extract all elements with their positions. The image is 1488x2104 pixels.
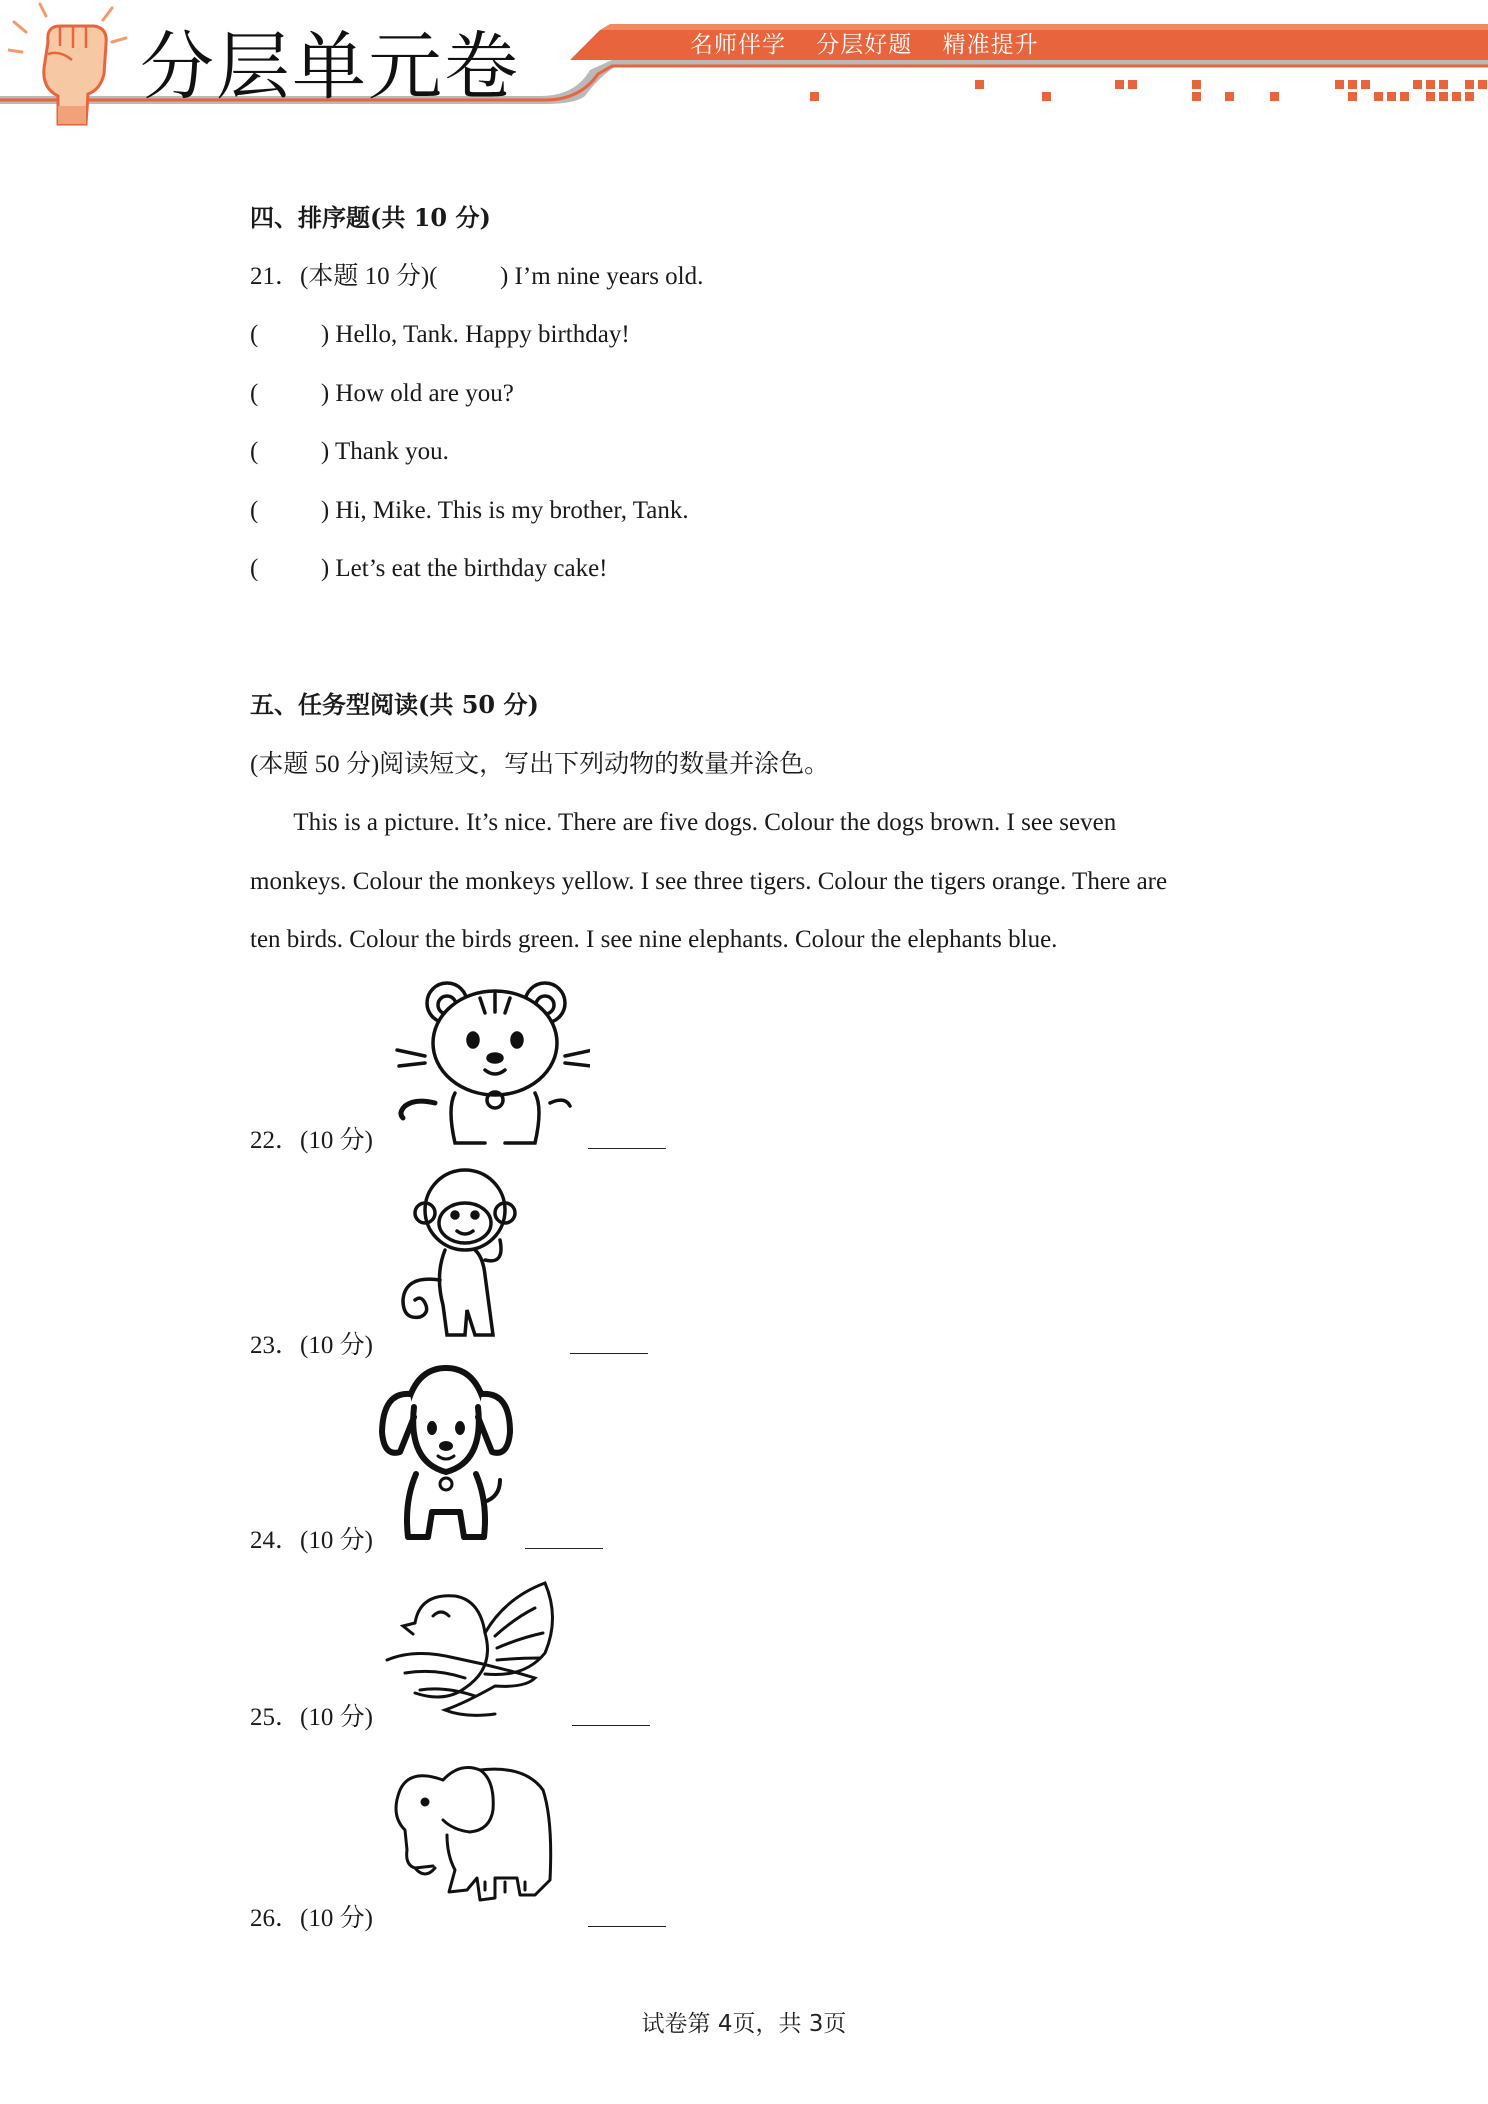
question-label: 26．(10 分) [250, 1905, 373, 1932]
page-footer: 试卷第 4页，共 3页 [641, 2011, 847, 2037]
passage-line: This is a picture. It’s nice. There are five dogs. Colour the dogs brown. I see seven [250, 809, 1117, 836]
monkey-icon [395, 1165, 530, 1345]
passage-line: ten birds. Colour the birds green. I see nine elephants. Colour the elephants blue. [250, 926, 1058, 953]
question-label: 25．(10 分) [250, 1704, 373, 1731]
question-label: 22．(10 分) [250, 1127, 373, 1154]
answer-blank[interactable] [588, 1926, 666, 1927]
answer-blank[interactable] [570, 1353, 648, 1354]
elephant-icon [385, 1760, 560, 1915]
reading-instruction: (本题 50 分)阅读短文，写出下列动物的数量并涂色。 [250, 751, 830, 778]
header-slogan: 名师伴学 分层好题 精准提升 [690, 32, 1039, 58]
order-line: ( ) Hello, Tank. Happy birthday! [250, 321, 630, 348]
question-label: 23．(10 分) [250, 1332, 373, 1359]
answer-blank[interactable] [588, 1148, 666, 1149]
answer-blank[interactable] [525, 1548, 603, 1549]
bird-icon [385, 1578, 560, 1723]
question-label: 24．(10 分) [250, 1527, 373, 1554]
tiger-icon [395, 978, 590, 1148]
question-21-intro: 21．(本题 10 分)( ) I’m nine years old. [250, 263, 704, 290]
section-four-heading: 四、排序题(共 10 分) [250, 203, 491, 232]
order-line: ( ) Thank you. [250, 438, 449, 465]
dog-icon [378, 1362, 513, 1547]
order-line: ( ) How old are you? [250, 380, 514, 407]
brand-title: 分层单元卷 [140, 24, 520, 110]
answer-blank[interactable] [572, 1725, 650, 1726]
order-line: ( ) Hi, Mike. This is my brother, Tank. [250, 497, 689, 524]
order-line: ( ) Let’s eat the birthday cake! [250, 555, 608, 582]
passage-line: monkeys. Colour the monkeys yellow. I see three tigers. Colour the tigers orange. There are [250, 868, 1168, 895]
section-five-heading: 五、任务型阅读(共 50 分) [250, 690, 539, 719]
